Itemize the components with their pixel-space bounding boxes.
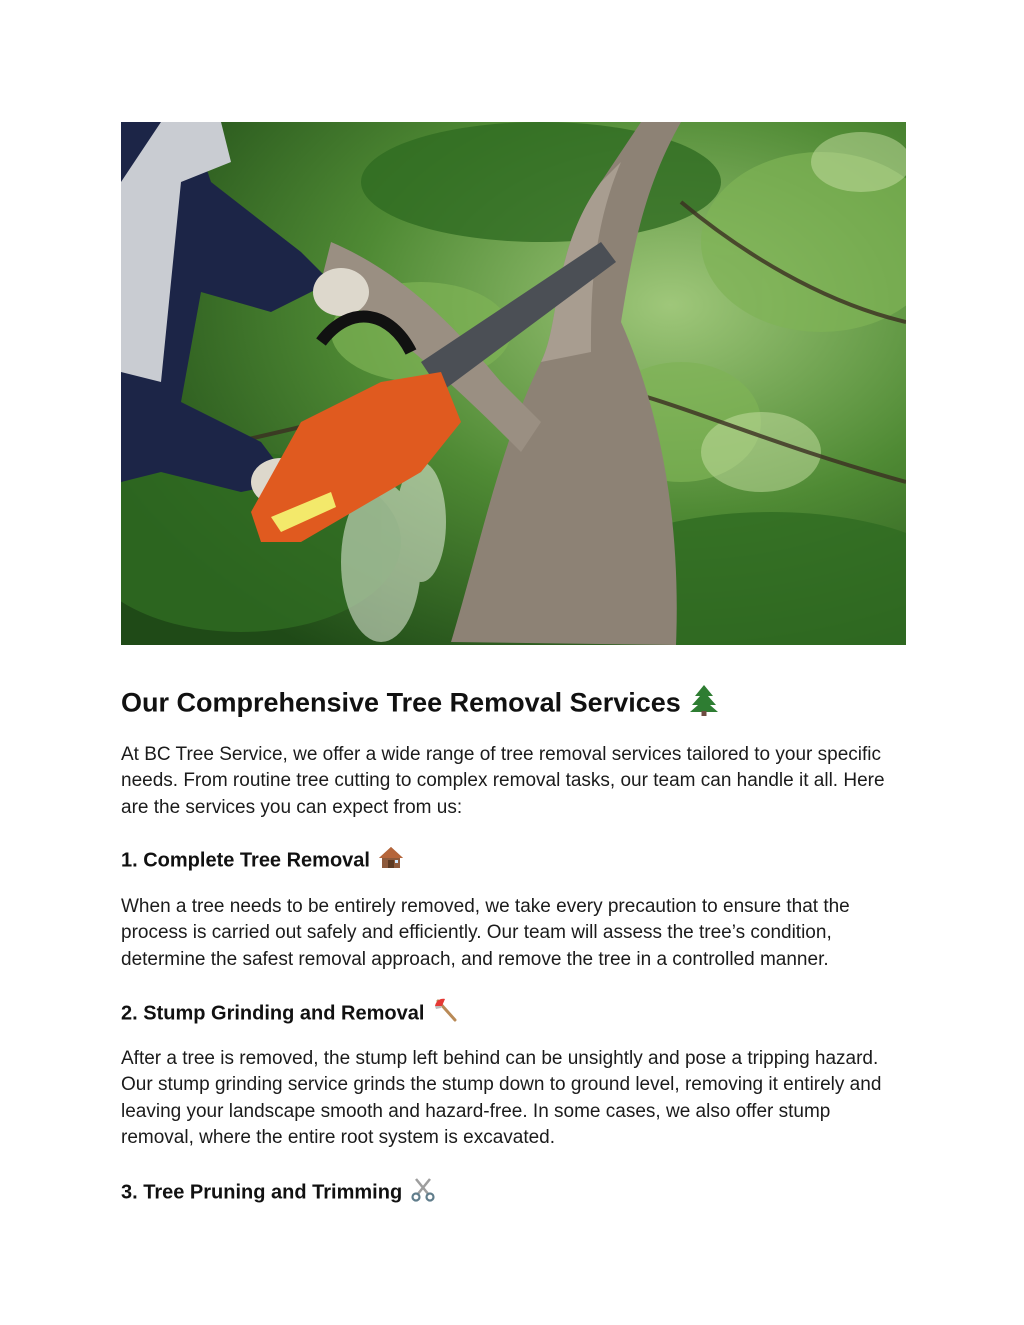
section-heading-complete-tree-removal: 1. Complete Tree Removal	[121, 845, 404, 877]
section-heading-tree-pruning: 3. Tree Pruning and Trimming	[121, 1176, 436, 1210]
hero-photo	[121, 122, 906, 645]
section-heading-stump-grinding: 2. Stump Grinding and Removal	[121, 997, 458, 1031]
evergreen-tree-icon	[689, 684, 719, 725]
intro-paragraph: At BC Tree Service, we offer a wide range of tree removal services tailored to your specific needs. From routine tree cutting to complex removal tasks, our team can handle it all. Here are the services you can expect from us:	[121, 744, 885, 818]
scissors-icon	[410, 1176, 436, 1210]
chainsaw-cutting-tree-photo	[121, 122, 906, 645]
axe-icon	[432, 997, 458, 1031]
page-title: Our Comprehensive Tree Removal Services	[121, 684, 719, 725]
complete-tree-removal-paragraph: When a tree needs to be entirely removed, we take every precaution to ensure that the process is carried out safely and efficiently. Our team will assess the tree’s condition, determine the safest removal approach, and remove the tree in a controlled manner.	[121, 896, 850, 970]
stump-grinding-paragraph: After a tree is removed, the stump left behind can be unsightly and pose a tripping hazard. Our stump grinding service grinds the stump down to ground level, removing it entirely and leaving your landscape smooth and hazard-free. In some cases, we also offer stump removal, where the entire root system is excavated.	[121, 1048, 882, 1149]
house-icon	[378, 845, 404, 877]
